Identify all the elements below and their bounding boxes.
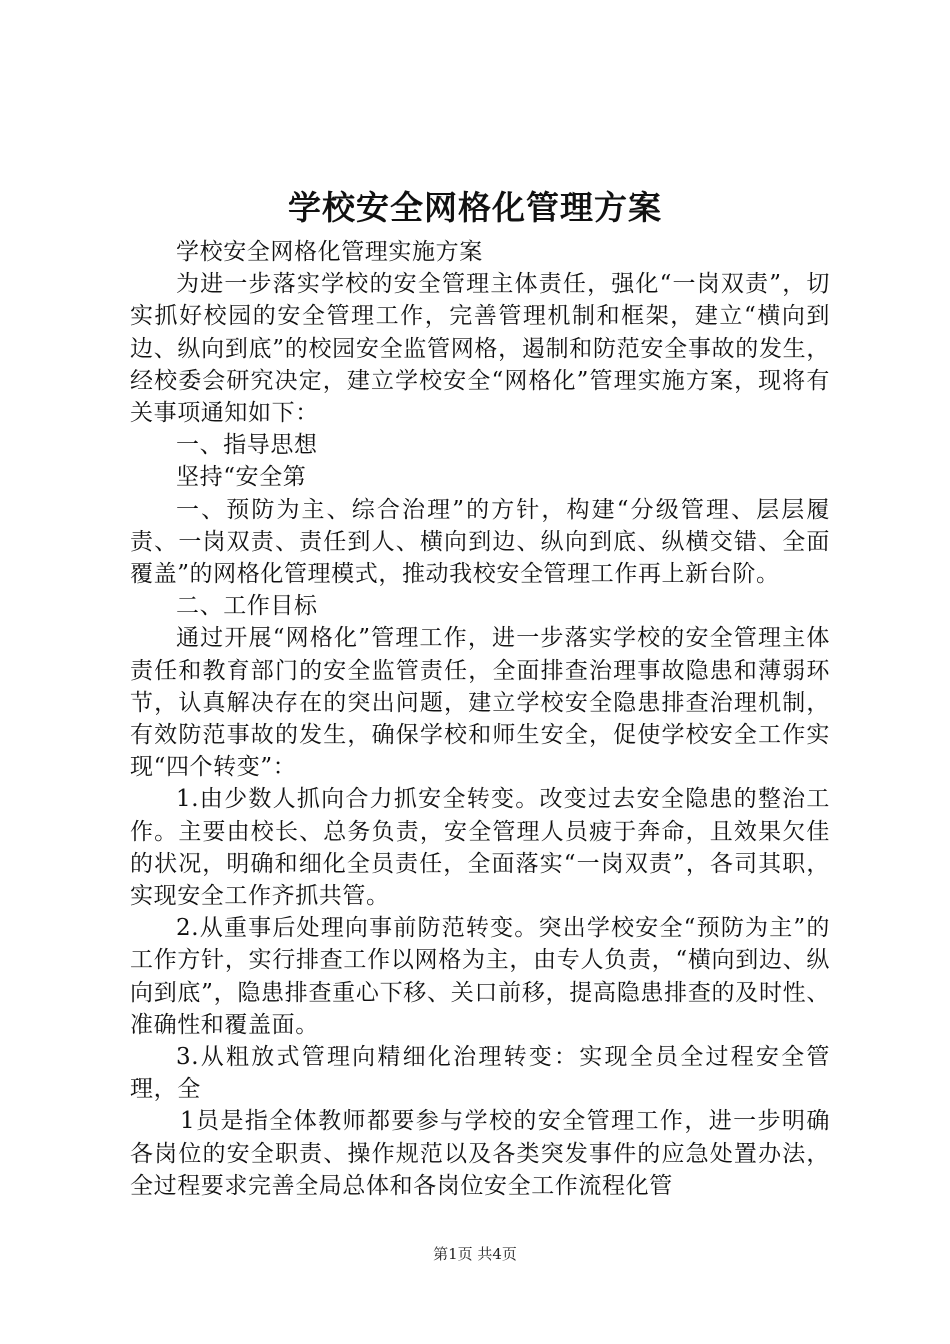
page-footer: 第1页 共4页 (433, 1245, 517, 1263)
list-item-change-2: 2.从重事后处理向事前防范转变。突出学校安全“预防为主”的工作方针，实行排查工作以网格为主，由专人负责，“横向到边、纵向到底”，隐患排查重心下移、关口前移，提高隐患排查的及时性、准确性和覆盖面。 (130, 915, 830, 1038)
document-body (130, 236, 830, 1202)
section-heading-guiding-thought: 一、指导思想 (176, 432, 318, 459)
paragraph-policy: 一、预防为主、综合治理”的方针，构建“分级管理、层层履责、一岗双责、责任到人、横向到边、纵向到底、纵横交错、全面覆盖”的网格化管理模式，推动我校安全管理工作再上新台阶。 (130, 496, 830, 588)
paragraph-all-staff: 1员是指全体教师都要参与学校的安全管理工作，进一步明确各岗位的安全职责、操作规范以及各类突发事件的应急处置办法，全过程要求完善全局总体和各岗位安全工作流程化管 (130, 1108, 830, 1199)
paragraph-goals: 通过开展“网格化”管理工作，进一步落实学校的安全管理主体责任和教育部门的安全监管责任，全面排查治理事故隐患和薄弱环节，认真解决存在的突出问题，建立学校安全隐患排查治理机制，有效防范事故的发生，确保学校和师生安全，促使学校安全工作实现“四个转变”： (130, 625, 830, 781)
list-item-change-3: 3.从粗放式管理向精细化治理转变：实现全员全过程安全管理，全 (130, 1044, 830, 1103)
list-item-change-1: 1.由少数人抓向合力抓安全转变。改变过去安全隐患的整治工作。主要由校长、总务负责，安全管理人员疲于奔命，且效果欠佳的状况，明确和细化全员责任，全面落实“一岗双责”，各司其职，实现安全工作齐抓共管。 (130, 786, 830, 910)
paragraph-adhere: 坚持“安全第 (176, 464, 307, 491)
paragraph-subtitle: 学校安全网格化管理实施方案 (176, 239, 483, 265)
document-title: 学校安全网格化管理方案 (288, 188, 662, 227)
paragraph-intro: 为进一步落实学校的安全管理主体责任，强化“一岗双责”，切实抓好校园的安全管理工作，完善管理机制和框架，建立“横向到边、纵向到底”的校园安全监管网格，遏制和防范安全事故的发生，经校委会研究决定，建立学校安全“网格化”管理实施方案，现将有关事项通知如下： (130, 271, 830, 427)
section-heading-work-goals: 二、工作目标 (176, 593, 318, 620)
